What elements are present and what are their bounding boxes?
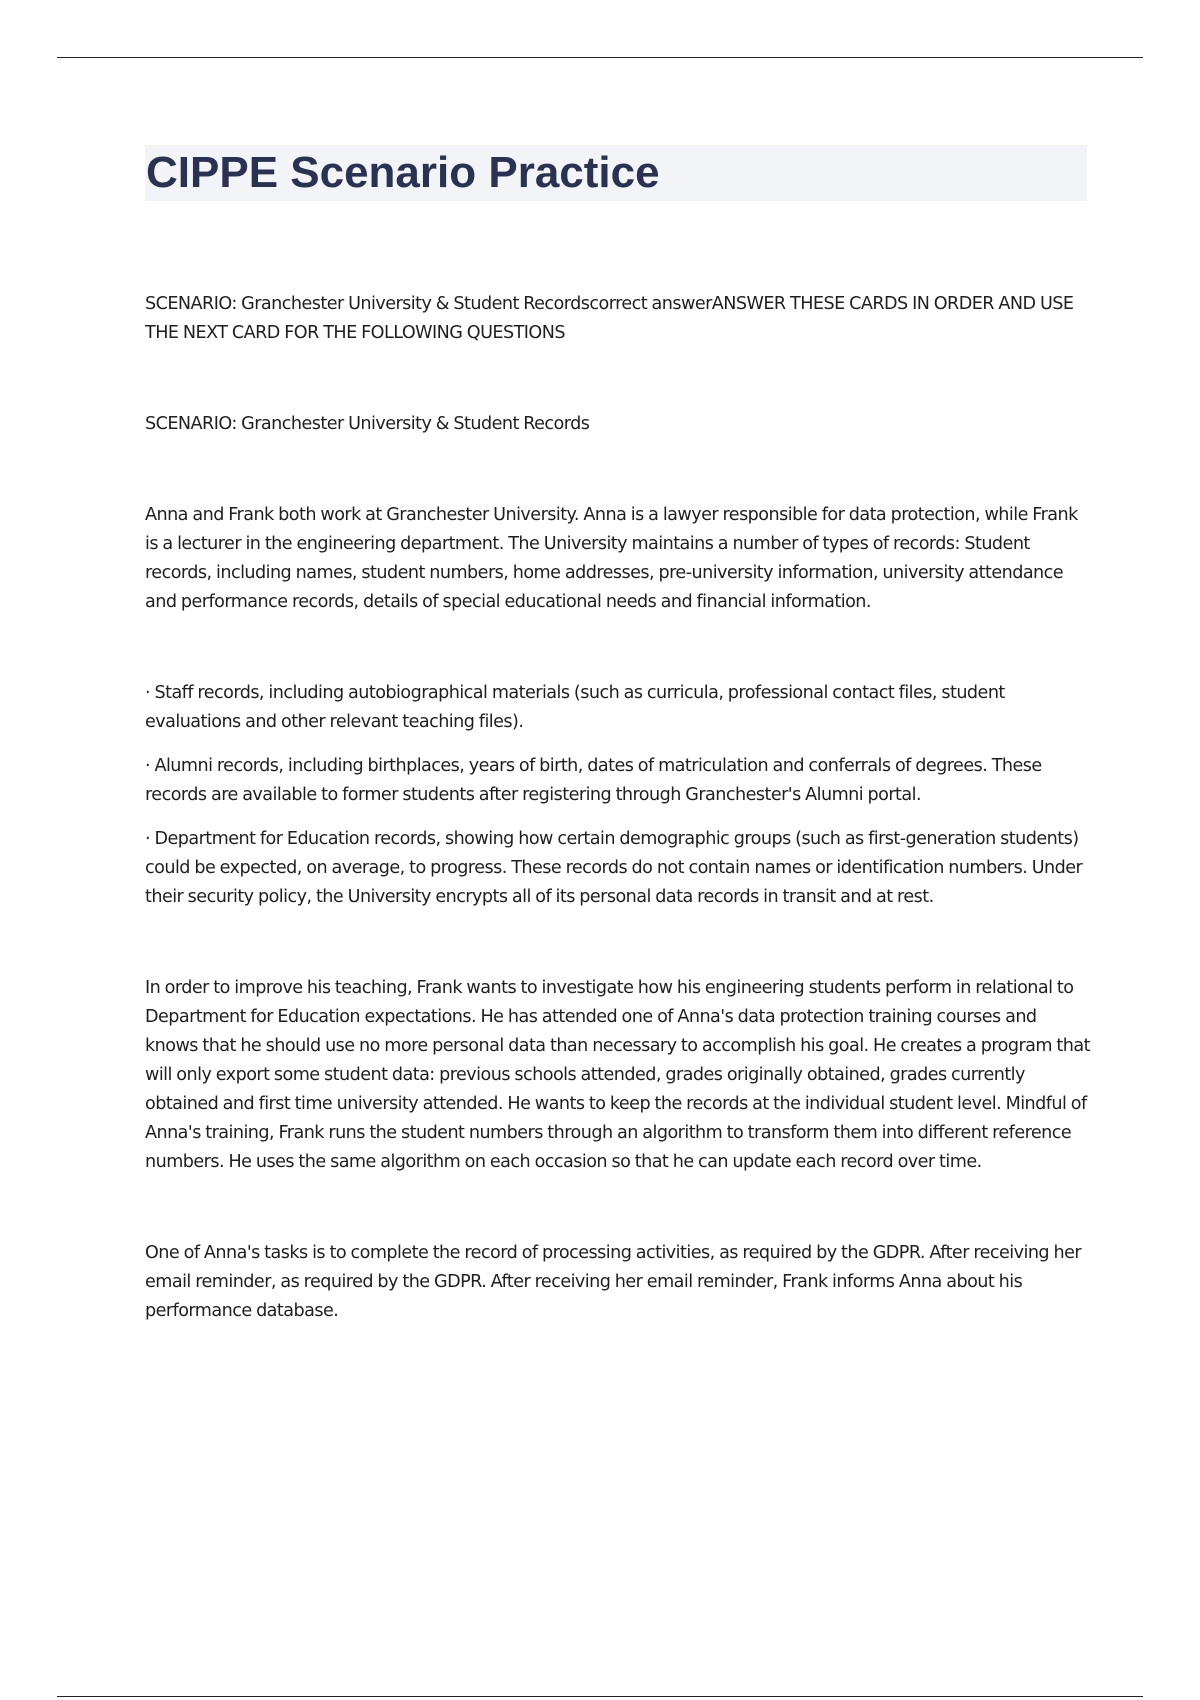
bullet-education-records: · Department for Education records, showing how certain demographic groups (such as first-generation students) could be expected, on average, to progress. These records do not contain names or identification numbers. Under their security policy, the University encrypts all of its personal data records in transit and at rest. xyxy=(145,829,1083,907)
bottom-divider xyxy=(57,1696,1143,1697)
bullet-staff-records: · Staff records, including autobiographical materials (such as curricula, professional contact files, student evaluations and other relevant teaching files). xyxy=(145,683,1005,732)
scenario-paragraph-anna: One of Anna's tasks is to complete the record of processing activities, as required by the GDPR. After receiving her email reminder, as required by the GDPR. After receiving her email reminder, Frank informs Anna about his performance database. xyxy=(145,1243,1082,1321)
scenario-paragraph-records: Anna and Frank both work at Granchester University. Anna is a lawyer responsible for data protection, while Frank is a lecturer in the engineering department. The University maintains a number of types of records: Student records, including names, student numbers, home addresses, pre-university information, university attendance and performance records, details of special educational needs and financial information. xyxy=(145,505,1078,612)
page-title: CIPPE Scenario Practice xyxy=(146,148,660,197)
scenario-paragraph-frank: In order to improve his teaching, Frank wants to investigate how his engineering students perform in relational to Department for Education expectations. He has attended one of Anna's data protection training courses and knows that he should use no more personal data than necessary to accomplish his goal. He creates a program that will only export some student data: previous schools attended, grades originally obtained, grades currently obtained and first time university attended. He wants to keep the records at the individual student level. Mindful of Anna's training, Frank runs the student numbers through an algorithm to transform them into different reference numbers. He uses the same algorithm on each occasion so that he can update each record over time. xyxy=(145,978,1090,1172)
bullet-alumni-records: · Alumni records, including birthplaces, years of birth, dates of matriculation and conferrals of degrees. These records are available to former students after registering through Granchester's Alumni portal. xyxy=(145,756,1042,805)
document-body xyxy=(145,290,1090,1326)
intro-paragraph: SCENARIO: Granchester University & Student Recordscorrect answerANSWER THESE CARDS IN ORDER AND USE THE NEXT CARD FOR THE FOLLOWING QUESTIONS xyxy=(145,294,1074,343)
scenario-heading: SCENARIO: Granchester University & Student Records xyxy=(145,414,590,434)
top-divider xyxy=(57,57,1143,58)
